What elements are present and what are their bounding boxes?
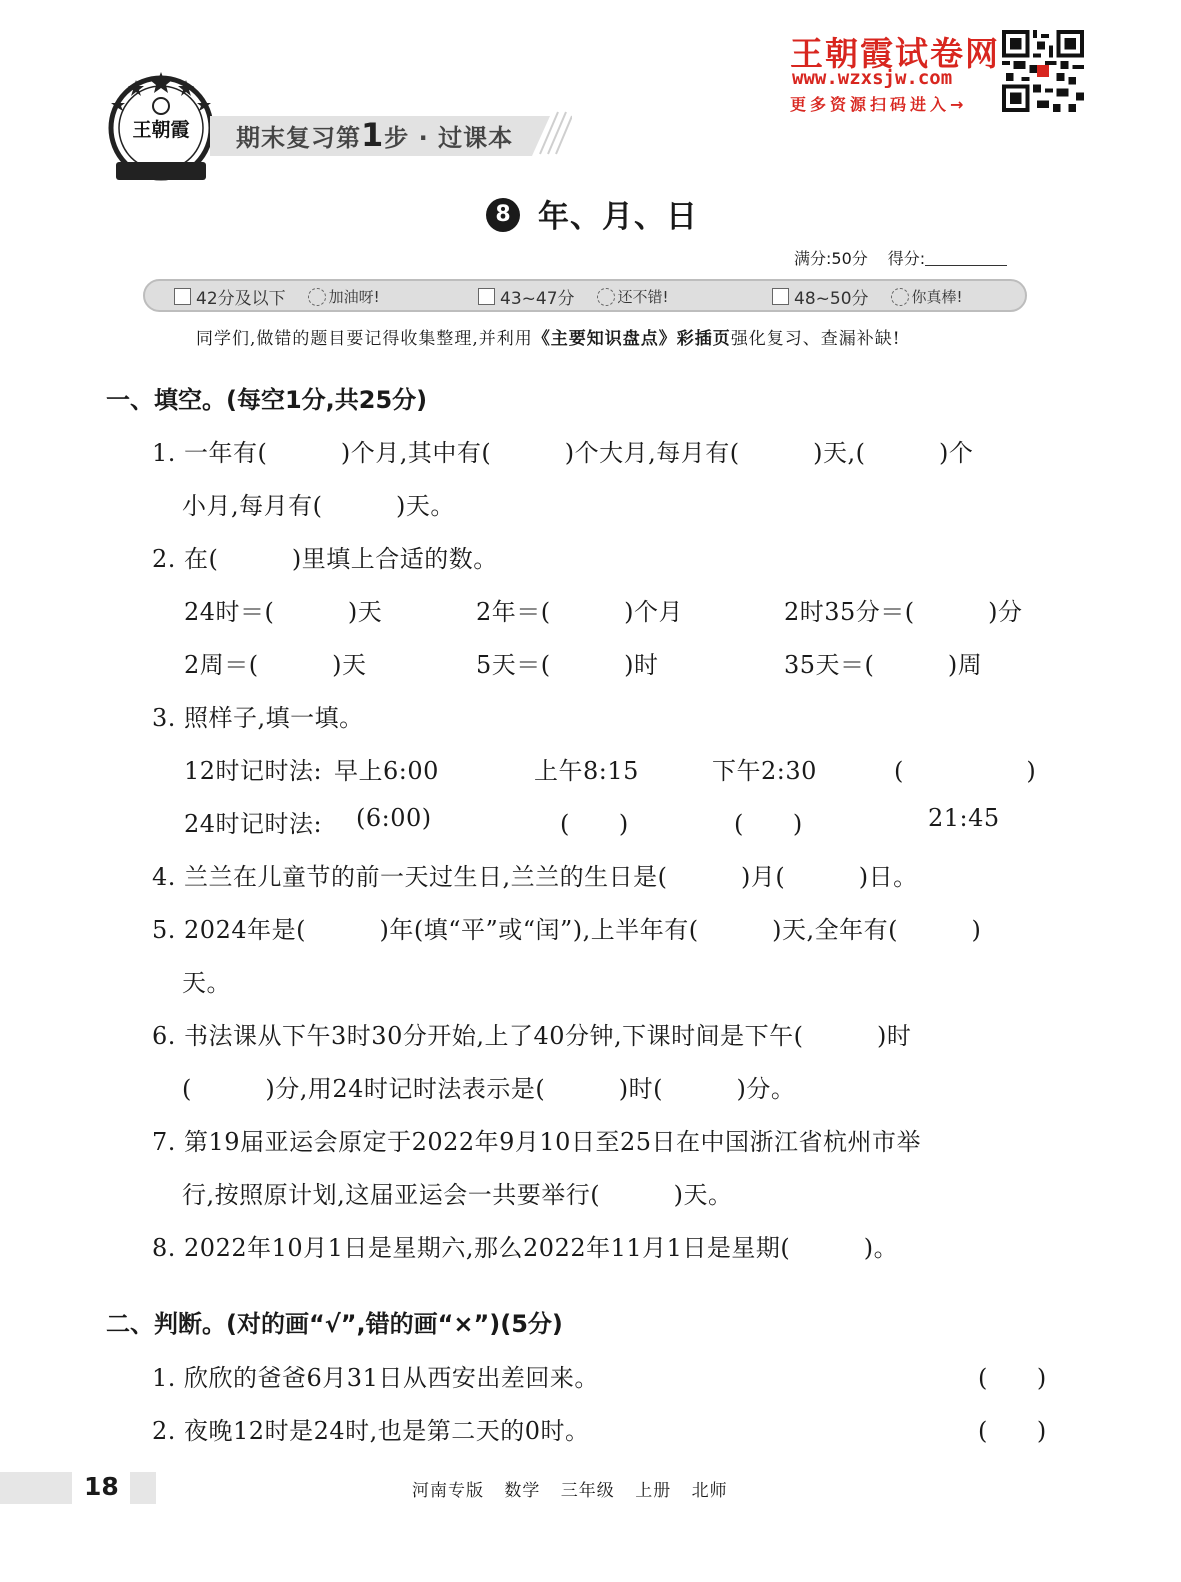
time-cell-blank[interactable]: ( ) bbox=[734, 810, 803, 838]
smiley-icon bbox=[597, 288, 615, 306]
time-cell-blank[interactable]: ( ) bbox=[560, 810, 629, 838]
question-1-line-1: 1. 一年有( )个月,其中有( )个大月,每月有( )天,( )个 bbox=[152, 439, 974, 467]
footer-info: 河南专版 数学 三年级 上册 北师 bbox=[412, 1481, 728, 1501]
section-2-heading: 二、判断。(对的画“√”,错的画“×”)(5分) bbox=[106, 1310, 563, 1338]
range-1-checkbox[interactable] bbox=[174, 288, 191, 305]
time-cell: 21:45 bbox=[928, 804, 1000, 832]
score-range-1: 42分及以下 加油呀! bbox=[174, 284, 380, 309]
judgement-blank-2[interactable]: ( ) bbox=[978, 1417, 1047, 1445]
question-4: 4. 兰兰在儿童节的前一天过生日,兰兰的生日是( )月( )日。 bbox=[152, 863, 918, 891]
question-6-line-1: 6. 书法课从下午3时30分开始,上了40分钟,下课时间是下午( )时 bbox=[152, 1022, 912, 1050]
qr-code-icon[interactable] bbox=[1002, 30, 1084, 112]
question-5-line-2: 天。 bbox=[182, 969, 231, 997]
brand-url[interactable]: www.wzxsjw.com bbox=[792, 67, 953, 89]
brand-scan-text: 更多资源扫码进入→ bbox=[790, 95, 968, 114]
judgement-item-2: 2. 夜晚12时是24时,也是第二天的0时。 bbox=[152, 1417, 590, 1445]
question-8: 8. 2022年10月1日是星期六,那么2022年11月1日是星期( )。 bbox=[152, 1234, 899, 1262]
question-5-line-1: 5. 2024年是( )年(填“平”或“闰”),上半年有( )天,全年有( ) bbox=[152, 916, 982, 944]
svg-text:王朝霞: 王朝霞 bbox=[132, 119, 190, 141]
notice-text: 同学们,做错的题目要记得收集整理,并利用《主要知识盘点》彩插页强化复习、查漏补缺! bbox=[196, 329, 901, 349]
question-2: 2. 在( )里填上合适的数。 bbox=[152, 545, 498, 573]
banner-title: 期末复习第1步 · 过课本 bbox=[236, 116, 514, 154]
score-blank[interactable] bbox=[925, 265, 1007, 266]
smiley-icon bbox=[891, 288, 909, 306]
page-number: 18 bbox=[84, 1472, 119, 1501]
conversion-item: 2时35分＝( )分 bbox=[784, 598, 1023, 626]
conversion-item: 2年＝( )个月 bbox=[476, 598, 683, 626]
time-row-12-label: 12时记时法: bbox=[184, 757, 323, 785]
full-score: 满分:50分 bbox=[794, 249, 868, 268]
question-3: 3. 照样子,填一填。 bbox=[152, 704, 364, 732]
score-line bbox=[794, 246, 1007, 269]
time-cell: 下午2:30 bbox=[712, 757, 817, 785]
time-cell: (6:00) bbox=[356, 804, 432, 832]
range-3-checkbox[interactable] bbox=[772, 288, 789, 305]
conversion-item: 24时＝( )天 bbox=[184, 598, 383, 626]
wangzhaoxia-logo bbox=[106, 68, 216, 186]
question-6-line-2: ( )分,用24时记时法表示是( )时( )分。 bbox=[182, 1075, 796, 1103]
time-cell: 上午8:15 bbox=[534, 757, 639, 785]
time-cell-blank[interactable]: ( ) bbox=[894, 757, 1037, 785]
brand-name: 王朝霞试卷网 bbox=[790, 34, 1000, 73]
score-range-2: 43~47分 还不错! bbox=[478, 284, 669, 309]
question-7-line-1: 7. 第19届亚运会原定于2022年9月10日至25日在中国浙江省杭州市举 bbox=[152, 1128, 921, 1156]
section-1-heading: 一、填空。(每空1分,共25分) bbox=[106, 386, 428, 414]
question-7-line-2: 行,按照原计划,这届亚运会一共要举行( )天。 bbox=[182, 1181, 733, 1209]
judgement-item-1: 1. 欣欣的爸爸6月31日从西安出差回来。 bbox=[152, 1364, 599, 1392]
time-row-24-label: 24时记时法: bbox=[184, 810, 323, 838]
smiley-icon bbox=[308, 288, 326, 306]
score-range-3: 48~50分 你真棒! bbox=[772, 284, 963, 309]
conversion-item: 35天＝( )周 bbox=[784, 651, 983, 679]
time-cell: 早上6:00 bbox=[334, 757, 439, 785]
judgement-blank-1[interactable]: ( ) bbox=[978, 1364, 1047, 1392]
score-label: 得分: bbox=[887, 249, 926, 268]
chapter-number-badge: 8 bbox=[486, 198, 520, 232]
page-title: 年、月、日 bbox=[538, 199, 698, 235]
conversion-item: 2周＝( )天 bbox=[184, 651, 367, 679]
question-1-line-2: 小月,每月有( )天。 bbox=[182, 492, 455, 520]
conversion-item: 5天＝( )时 bbox=[476, 651, 659, 679]
range-2-checkbox[interactable] bbox=[478, 288, 495, 305]
